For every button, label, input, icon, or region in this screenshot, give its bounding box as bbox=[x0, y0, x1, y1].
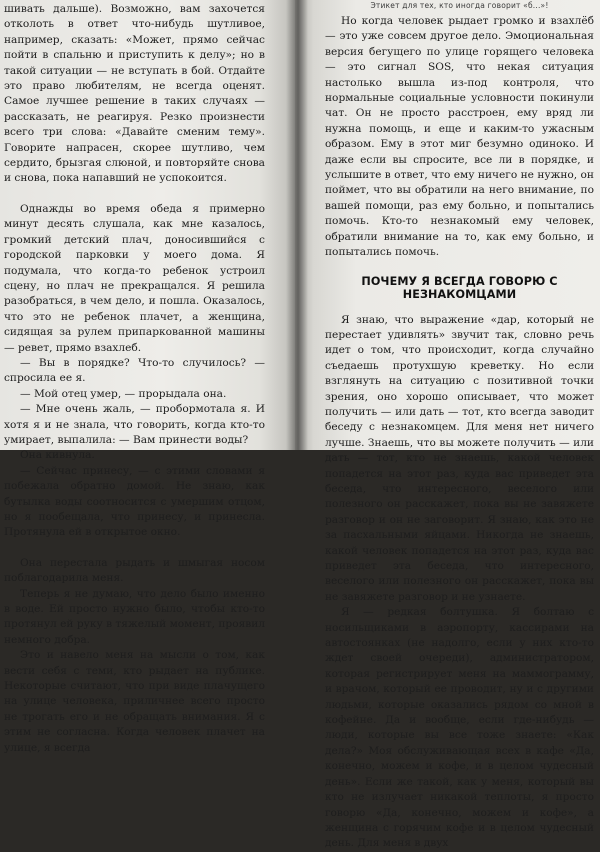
running-head: Этикет для тех, кто иногда говорит «б...»! bbox=[370, 1, 549, 10]
section-title: ПОЧЕМУ Я ВСЕГДА ГОВОРЮ С НЕЗНАКОМЦАМИ bbox=[361, 274, 558, 301]
paragraph: Теперь я не думаю, что дело было именно в воде. Ей просто нужно было, чтобы кто-то протянул ей руку в тяжелый момент, проявил немного добра. bbox=[4, 587, 266, 646]
paragraph: Я — редкая болтушка. Я болтаю с носильщиками в аэропорту, кассирами на автостоянках (не надолго, если у них кто-то ждет своей очереди), администратором, которая регистрирует меня на маммограмму, и врачом, который ее проводит, ну и с другими людьми, которые оказались рядом со мной в кофейне. Да и вообще, если где-нибудь — люди, которые вы все тоже знаете: «Как дела?» Моя обслуживающая всех в кафе «Да, конечно, можем и кофе, и в целом чудесный день». Если же такой, как у меня, который вы кто не излучает никакой теплоты, я просто говорю «Да, конечно, можем и кофе», а женщина с горячим кофе и в целом чудесный день. Для меня в двух bbox=[325, 606, 594, 850]
paragraph: — Мне очень жаль, — пробормотала я. И хотя я и не знала, что говорить, когда кто-то умирает, выпалила: — Вам принести воды? bbox=[4, 403, 265, 446]
right-page-text-bottom bbox=[325, 313, 594, 852]
paragraph: Она перестала рыдать и шмыгая носом поблагодарила меня. bbox=[4, 556, 265, 585]
paragraph: Я знаю, что выражение «дар, который не перестает удивлять» звучит так, словно речь идет о том, что происходит, когда случайно съедаешь протухшую креветку. Но если взглянуть на ситуацию с позитивной точки зрения, оно хорошо описывает, что может получить — или дать — тот, кто всегда заводит беседу с незнакомцем. Для меня нет ничего лучше. Знаешь, что вы можете получить — или дать — тот, кто не знаешь, какой человек попадется на этот раз, куда вас приведет эта беседа, что интересного, веселого или полезного он расскажет, пока вы не завяжете разговор и он не заговорит. Я знаю, как это не за пасхальными яйцами. Никогда не знаешь, какой человек попадется на этот раз, куда вас приведет эта беседа, что интересного, веселого или полезного он расскажет, пока вы не завяжете разговор и не узнаете. bbox=[325, 313, 594, 603]
paragraph: — Мой отец умер, — прорыдала она. bbox=[20, 387, 227, 400]
paragraph: — Сейчас принесу, — с этими словами я побежала обратно домой. Не знаю, как бутылка воды соотносится с умершим отцом, но я пообещала, что принесу, и принесла. Протянула ей в открытое окно. bbox=[4, 464, 265, 539]
paragraph: — Вы в порядке? Что-то случилось? — спросила ее я. bbox=[4, 356, 265, 385]
paragraph: шивать дальше). Возможно, вам захочется отколоть в ответ что-нибудь шутливое, например, сказать: «Может, прямо сейчас пойти в спальню и приступить к делу»; но в такой ситуации — не вступать в бой. Отдайте это право любителям, не всегда оценят. Самое лучшее решение в таких случаях — рассказать, не реагируя. Резко произнести всего три слова: «Давайте сменим тему». Говорите напрасен, скорее шутливо, чем сердито, брызгая слюной, и повторяйте снова и снова, пока напавший не успокоится. bbox=[4, 3, 265, 185]
paragraph: Это и навело меня на мысли о том, как вести себя с теми, кто рыдает на публике. Некоторые считают, что при виде плачущего на улице человека, приличнее всего просто не трогать его и не обращать внимания. Я с этим не согласна. Когда человек плачет на улице, я всегда bbox=[4, 649, 265, 754]
left-page-text bbox=[4, 2, 265, 756]
right-page bbox=[295, 0, 600, 850]
right-page-text-top bbox=[325, 14, 594, 261]
paragraph: Однажды во время обеда я примерно минут десять слушала, как мне казалось, громкий детский плач, доносившийся с городской парковки у моего дома. Я подумала, что когда-то ребенок устроил сцену, но плач не прекращался. Я решила разобраться, в чем дело, и пошла. Оказалось, что это не ребенок плачет, а женщина, сидящая за рулем припаркованной машины — ревет, прямо взахлеб. bbox=[4, 202, 265, 354]
left-page bbox=[0, 0, 295, 754]
paragraph: Она кивнула. bbox=[20, 449, 95, 462]
paragraph: Но когда человек рыдает громко и взахлёб — это уже совсем другое дело. Эмоциональная версия бегущего по улице горящего человека — это сигнал SOS, что некая ситуация настолько вышла из-под контроля, что нормальные социальные условности покинули чат. Он не просто расстроен, ему вряд ли нужна помощь, и еще и каким-то ужасным образом. Ему в этот миг безумно одиноко. И даже если вы спросите, все ли в порядке, и услышите в ответ, что ему ничего не нужно, он поймет, что вы обратили на него внимание, по вашей помощи, раз ему больно, и попытались помочь. Кто-то незнакомый ему человек, обратили внимание на то, как ему больно, и попытались помочь. bbox=[325, 15, 594, 259]
